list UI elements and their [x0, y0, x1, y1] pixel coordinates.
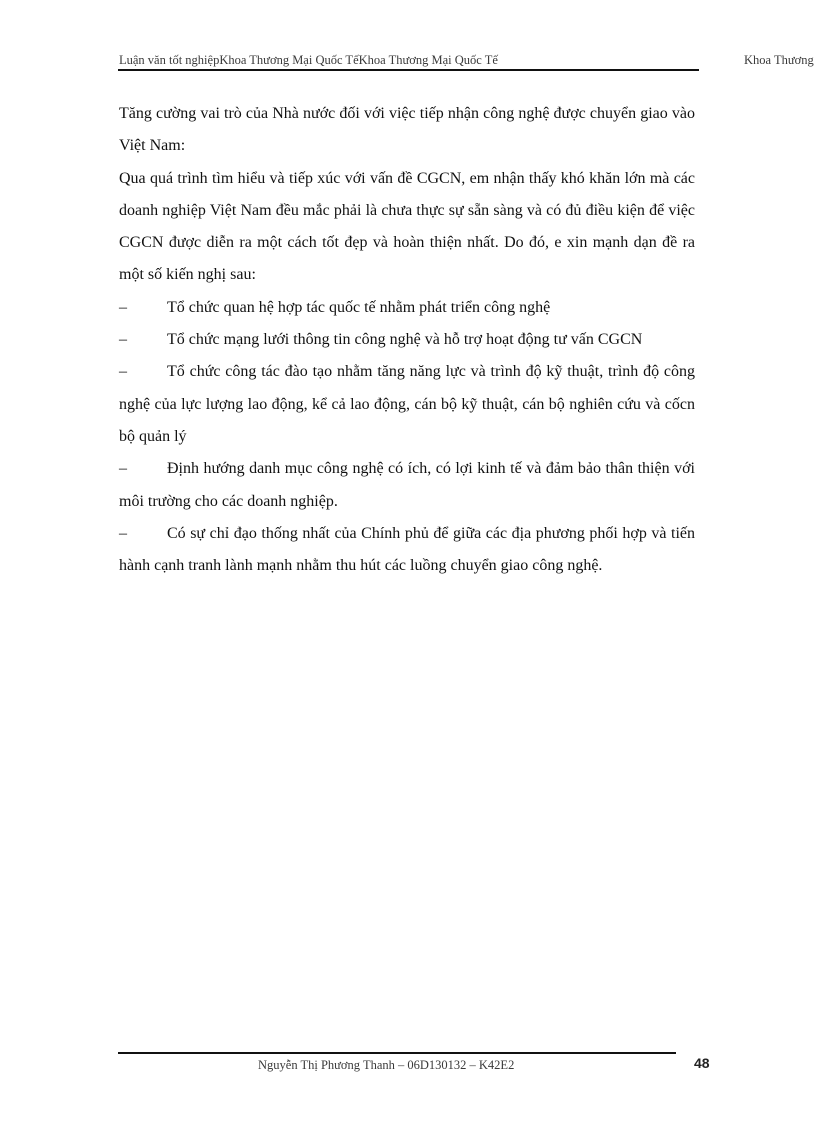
header-rule [118, 69, 699, 71]
bullet-text: Định hướng danh mục công nghệ có ích, có lợi kinh tế và đảm bảo thân thiện với môi trường cho các doanh nghiệp. [119, 460, 695, 510]
footer-author-line: Nguyễn Thị Phương Thanh – 06D130132 – K42E2 [258, 1058, 515, 1072]
bullet-text: Có sự chỉ đạo thống nhất của Chính phủ để giữa các địa phương phối hợp và tiến hành cạnh tranh lành mạnh nhằm thu hút các luồng chuyển giao công nghệ. [119, 524, 695, 575]
bullet-item [119, 324, 695, 356]
running-header-title: Luận văn tốt nghiệpKhoa Thương Mại Quốc TếKhoa Thương Mại Quốc Tế [119, 53, 498, 67]
main-paragraph: Qua quá trình tìm hiểu và tiếp xúc với vấn đề CGCN, em nhận thấy khó khăn lớn mà các doanh nghiệp Việt Nam đều mắc phải là chưa thực sự sẵn sàng và có đủ điều kiện để việc CGCN được diễn ra một cách tốt đẹp và hoàn thiện nhất. Do đó, e xin mạnh dạn đề ra một số kiến nghị sau: [119, 169, 695, 284]
bullet-dash: – [119, 298, 127, 316]
bullet-item [119, 453, 695, 518]
bullet-item [119, 356, 695, 453]
footer-rule [118, 1052, 676, 1054]
intro-paragraph: Tăng cường vai trò của Nhà nước đối với việc tiếp nhận công nghệ được chuyển giao vào Việt Nam: [119, 105, 695, 155]
bullet-text: Tổ chức quan hệ hợp tác quốc tế nhằm phát triển công nghệ [167, 298, 551, 316]
bullet-dash: – [119, 363, 127, 381]
bullet-dash: – [119, 460, 127, 478]
bullet-text: Tổ chức công tác đào tạo nhằm tăng năng lực và trình độ kỹ thuật, trình độ công nghệ của lực lượng lao động, kể cả lao động, cán bộ kỹ thuật, cán bộ nghiên cứu và cốcn bộ quản lý [119, 363, 695, 445]
bullet-item [119, 292, 695, 324]
document-body [119, 98, 695, 582]
bullet-dash: – [119, 524, 127, 542]
bullet-text: Tổ chức mạng lưới thông tin công nghệ và hỗ trợ hoạt động tư vấn CGCN [167, 331, 643, 349]
bullet-item [119, 518, 695, 583]
running-header-department: Khoa Thương [744, 53, 814, 67]
bullet-dash: – [119, 331, 127, 349]
page-number: 48 [694, 1055, 710, 1071]
